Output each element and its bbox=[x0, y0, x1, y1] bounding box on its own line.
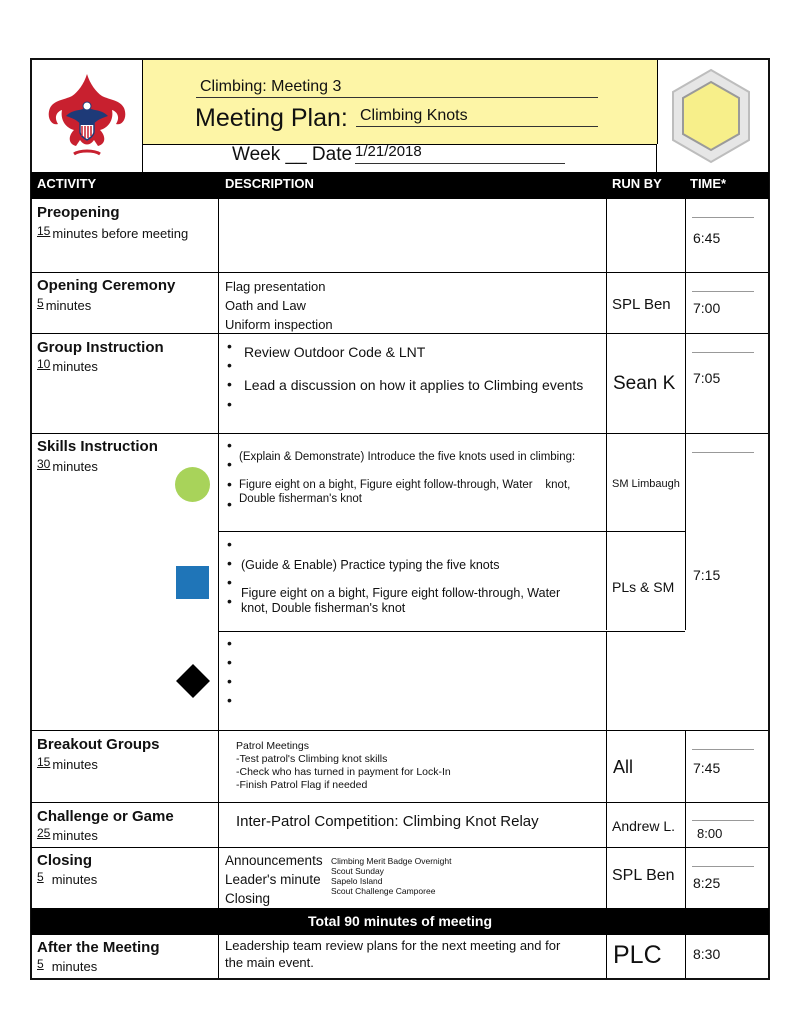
skills-sub1-desc: (Explain & Demonstrate) Introduce the five knots used in climbing: Figure eight on a bight, Figure eight follow-through, Water knot, Double fisherman's knot bbox=[239, 451, 576, 505]
hexagon-badge-icon bbox=[670, 68, 752, 164]
group-desc-2: Lead a discussion on how it applies to Climbing events bbox=[244, 377, 584, 393]
bullet: • bbox=[227, 396, 232, 412]
group-time: 7:05 bbox=[693, 370, 721, 386]
closing-time: 8:25 bbox=[693, 875, 721, 891]
date-value: 1/21/2018 bbox=[355, 143, 422, 160]
closing-run-by: SPL Ben bbox=[612, 867, 675, 884]
bullet: • bbox=[227, 456, 232, 472]
after-time: 8:30 bbox=[693, 946, 721, 962]
group-desc-1: Review Outdoor Code & LNT bbox=[244, 344, 426, 360]
total-label: Total 90 minutes of meeting bbox=[307, 913, 493, 929]
week-date-label: Week __ Date bbox=[232, 144, 353, 165]
bullet: • bbox=[227, 357, 232, 373]
green-circle-icon bbox=[175, 467, 210, 502]
skills-title: Skills Instruction bbox=[37, 438, 158, 455]
opening-title: Opening Ceremony bbox=[37, 277, 176, 294]
bsa-logo-icon bbox=[44, 70, 130, 162]
group-run-by: Sean K bbox=[613, 373, 676, 394]
blue-square-icon bbox=[176, 566, 209, 599]
col-time: TIME* bbox=[690, 176, 727, 191]
bullet: • bbox=[227, 654, 232, 670]
col-description: DESCRIPTION bbox=[225, 176, 314, 191]
bullet: • bbox=[227, 574, 232, 590]
challenge-minutes: 25 minutes bbox=[37, 826, 98, 843]
challenge-title: Challenge or Game bbox=[37, 808, 174, 825]
skills-minutes: 30 minutes bbox=[37, 457, 98, 474]
opening-time: 7:00 bbox=[693, 300, 721, 316]
black-diamond-icon bbox=[176, 664, 210, 698]
bullet: • bbox=[227, 555, 232, 571]
skills-sub2-run-by: PLs & SM bbox=[612, 579, 675, 595]
preopening-time: 6:45 bbox=[693, 230, 721, 246]
meeting-subtitle: Climbing: Meeting 3 bbox=[200, 78, 342, 95]
closing-title: Closing bbox=[37, 852, 92, 869]
bullet: • bbox=[227, 692, 232, 708]
breakout-time: 7:45 bbox=[693, 760, 721, 776]
bullet: • bbox=[227, 496, 232, 512]
group-title: Group Instruction bbox=[37, 339, 164, 356]
closing-minutes: 5 minutes bbox=[37, 870, 98, 887]
group-minutes: 10 minutes bbox=[37, 357, 98, 374]
challenge-time: 8:00 bbox=[697, 826, 723, 841]
after-run-by: PLC bbox=[613, 941, 662, 969]
challenge-desc: Inter-Patrol Competition: Climbing Knot Relay bbox=[236, 813, 539, 830]
col-run-by: RUN BY bbox=[612, 176, 662, 191]
skills-sub2-desc-2: Figure eight on a bight, Figure eight follow-through, Water knot, Double fisherman's knot bbox=[241, 586, 561, 615]
preopening-title: Preopening bbox=[37, 204, 120, 221]
preopening-minutes: 15 minutes before meeting bbox=[37, 224, 189, 241]
opening-run-by: SPL Ben bbox=[612, 296, 671, 313]
closing-desc: Announcements Leader's minute Closing bbox=[225, 853, 323, 906]
bullet: • bbox=[227, 593, 232, 609]
opening-desc: Flag presentation Oath and Law Uniform inspection bbox=[225, 279, 333, 332]
after-desc: Leadership team review plans for the next meeting and for the main event. bbox=[225, 938, 561, 970]
skills-sub1-run-by: SM Limbaugh bbox=[612, 478, 680, 490]
meeting-plan-label: Meeting Plan: bbox=[195, 104, 348, 132]
bullet: • bbox=[227, 376, 232, 392]
meeting-plan-value: Climbing Knots bbox=[360, 107, 468, 124]
bullet: • bbox=[227, 536, 232, 552]
breakout-title: Breakout Groups bbox=[37, 736, 160, 753]
breakout-run-by: All bbox=[613, 757, 634, 777]
bullet: • bbox=[227, 673, 232, 689]
challenge-run-by: Andrew L. bbox=[612, 818, 676, 834]
bullet: • bbox=[227, 635, 232, 651]
after-title: After the Meeting bbox=[37, 939, 160, 956]
breakout-desc: Patrol Meetings -Test patrol's Climbing knot skills -Check who has turned in payment for Lock-In -Finish Patrol Flag if needed bbox=[236, 740, 451, 791]
breakout-minutes: 15 minutes bbox=[37, 755, 98, 772]
closing-notes: Climbing Merit Badge Overnight Scout Sunday Sapelo Island Scout Challenge Camporee bbox=[331, 856, 452, 896]
skills-sub2-desc-1: (Guide & Enable) Practice typing the five knots bbox=[241, 558, 500, 572]
after-minutes: 5 minutes bbox=[37, 957, 98, 974]
opening-minutes: 5 minutes bbox=[37, 296, 92, 313]
bullet: • bbox=[227, 338, 232, 354]
skills-time: 7:15 bbox=[693, 567, 721, 583]
bullet: • bbox=[227, 437, 232, 453]
col-activity: ACTIVITY bbox=[37, 176, 97, 191]
bullet: • bbox=[227, 476, 232, 492]
